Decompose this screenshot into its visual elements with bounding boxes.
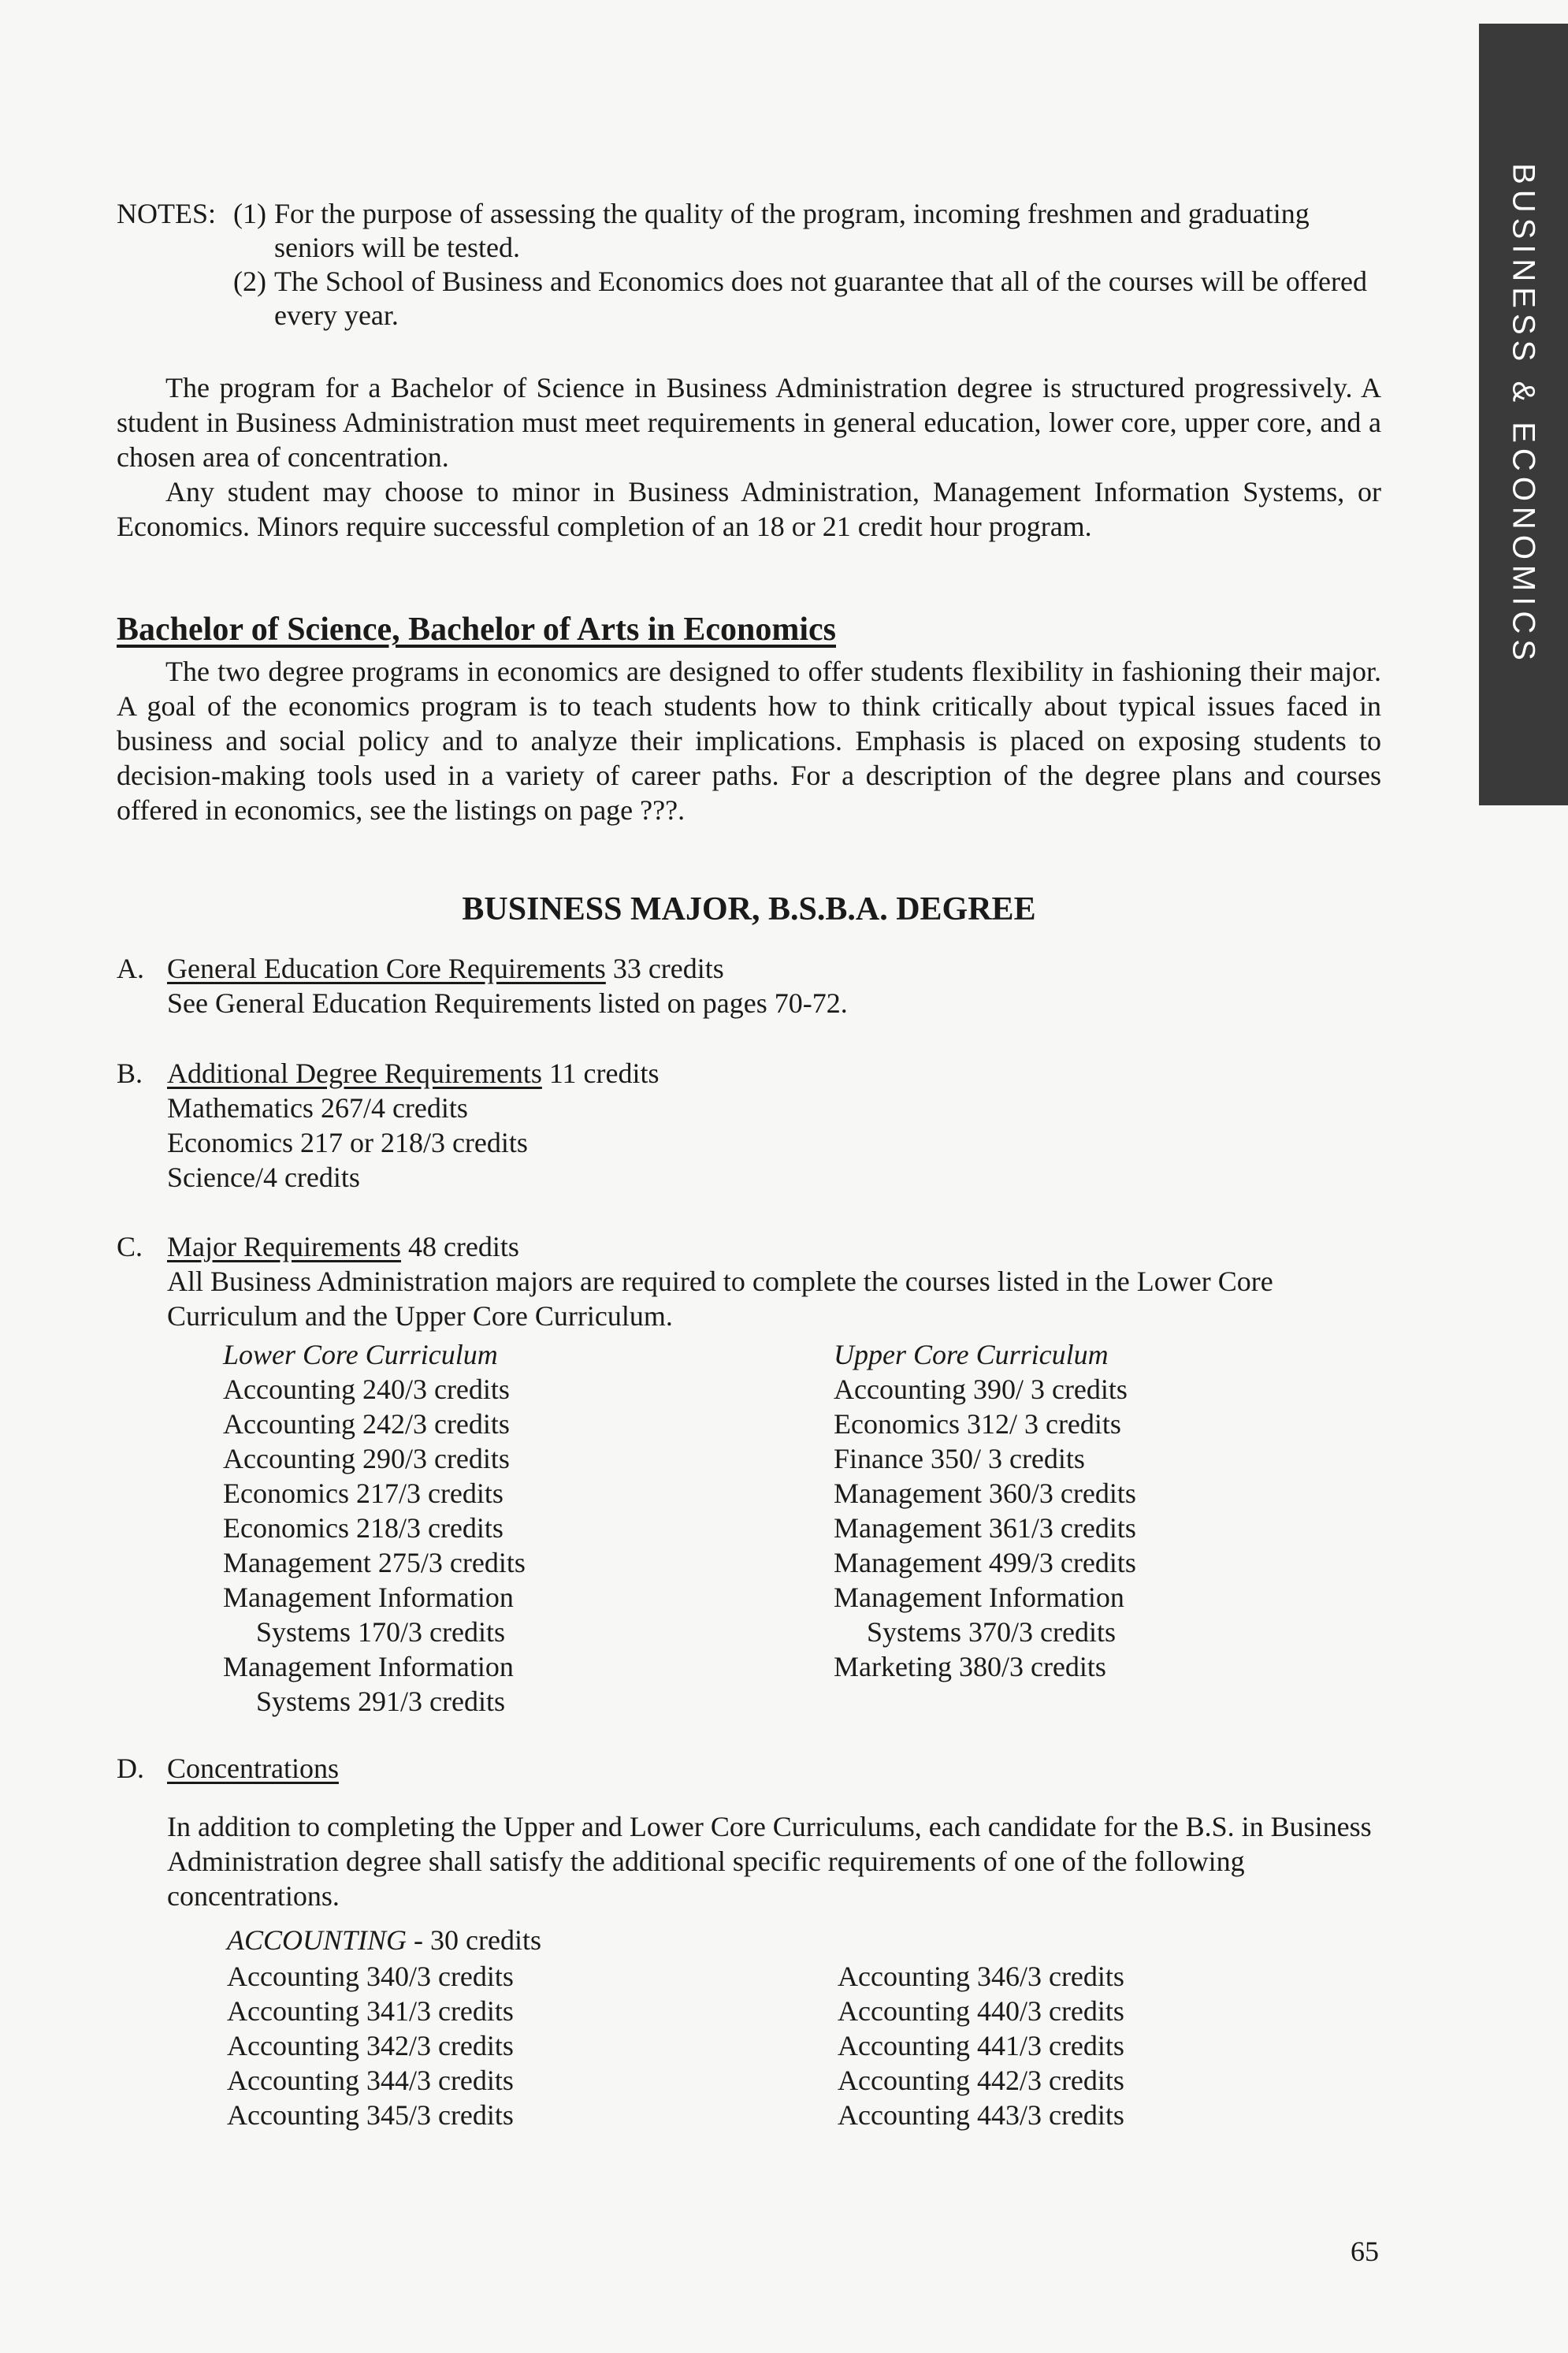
page-title: BUSINESS MAJOR, B.S.B.A. DEGREE [462,891,1036,927]
concentration-credits: - 30 credits [407,1924,541,1956]
list-item: Accounting 344/3 credits [227,2065,514,2096]
section-credits: 33 credits [605,953,724,984]
section-heading: General Education Core Requirements [167,953,606,984]
side-tab-label: BUSINESS & ECONOMICS [1506,163,1541,666]
list-item: Science/4 credits [167,1162,360,1193]
list-item: Economics 218/3 credits [223,1512,503,1544]
list-item: Management 361/3 credits [834,1512,1136,1544]
section-heading: Concentrations [167,1753,339,1784]
economics-heading: Bachelor of Science, Bachelor of Arts in Economics [117,611,837,648]
section-b [117,1056,1393,1195]
note-text: For the purpose of assessing the quality of the program, incoming freshmen and graduating seniors will be tested. [274,198,1310,263]
list-item: Management Information [223,1582,514,1613]
list-item: Systems 291/3 credits [256,1686,505,1717]
list-item: Systems 170/3 credits [256,1616,505,1648]
list-item: Accounting 240/3 credits [223,1374,510,1405]
list-item: Accounting 441/3 credits [838,2030,1124,2061]
list-item: Accounting 341/3 credits [227,1995,514,2027]
accounting-list-left [227,1959,514,2132]
section-letter: D. [117,1753,144,1784]
section-heading: Major Requirements [167,1231,401,1262]
list-item: Marketing 380/3 credits [834,1651,1106,1682]
section-c [117,1229,1393,1333]
section-note: See General Education Requirements listed on pages 70-72. [167,987,848,1019]
intro-paragraph-1: The program for a Bachelor of Science in Business Administration degree is structured progressively. A student in Business Administration must meet requirements in general education, lower core, upper core, and a chosen area of concentration. [117,372,1381,473]
upper-core-title: Upper Core Curriculum [834,1339,1109,1370]
section-letter: A. [117,953,144,984]
section-heading: Additional Degree Requirements [167,1058,542,1089]
list-item: Accounting 442/3 credits [838,2065,1124,2096]
section-letter: C. [117,1231,143,1262]
note-text: The School of Business and Economics does not guarantee that all of the courses will be offered every year. [274,266,1367,331]
list-item: Economics 217/3 credits [223,1478,503,1509]
upper-core-list [834,1337,1136,1684]
note-item [233,265,1393,333]
list-item: Management Information [834,1582,1124,1613]
lower-core-list [223,1337,526,1719]
list-item: Management 499/3 credits [834,1547,1136,1578]
list-item: Systems 370/3 credits [867,1616,1116,1648]
section-credits: 11 credits [541,1058,660,1089]
concentration-title: ACCOUNTING [227,1924,407,1956]
list-item: Management Information [223,1651,514,1682]
list-item: Accounting 440/3 credits [838,1995,1124,2027]
intro-paragraphs [117,370,1381,544]
list-item: Mathematics 267/4 credits [167,1092,468,1124]
list-item: Accounting 390/ 3 credits [834,1374,1128,1405]
section-credits: 48 credits [400,1231,519,1262]
list-item: Accounting 345/3 credits [227,2099,514,2131]
list-item: Finance 350/ 3 credits [834,1443,1085,1474]
intro-paragraph-2: Any student may choose to minor in Business Administration, Management Information Systems, or Economics. Minors require successful completion of an 18 or 21 credit hour program. [117,476,1381,542]
list-item: Management 275/3 credits [223,1547,526,1578]
list-item: Accounting 290/3 credits [223,1443,510,1474]
section-d [117,1751,1393,1786]
list-item: Economics 217 or 218/3 credits [167,1127,528,1158]
list-item: Management 360/3 credits [834,1478,1136,1509]
list-item: Accounting 346/3 credits [838,1961,1124,1992]
lower-core-title: Lower Core Curriculum [223,1339,498,1370]
list-item: Economics 312/ 3 credits [834,1408,1121,1440]
section-a [117,951,1393,1020]
accounting-list-right [838,1959,1124,2132]
list-item: Accounting 242/3 credits [223,1408,510,1440]
notes-label: NOTES: [117,198,216,229]
accounting-heading [227,1923,541,1957]
note-item [233,197,1393,265]
section-letter: B. [117,1058,143,1089]
section-intro: All Business Administration majors are required to complete the courses listed in the Lower Core Curriculum and the Upper Core Curriculum. [167,1266,1273,1332]
note-number: (1) [233,198,266,229]
page-number: 65 [1351,2236,1379,2267]
list-item: Accounting 340/3 credits [227,1961,514,1992]
economics-paragraph: The two degree programs in economics are designed to offer students flexibility in fashioning their major. A goal of the economics program is to teach students how to think critically about typical issues faced in business and social policy and to analyze their implications. Emphasis is placed on exposing students to decision-making tools used in a variety of career paths. For a description of the degree plans and courses offered in economics, see the listings on page ???. [117,656,1381,826]
list-item: Accounting 443/3 credits [838,2099,1124,2131]
list-item: Accounting 342/3 credits [227,2030,514,2061]
note-number: (2) [233,266,266,297]
concentrations-intro: In addition to completing the Upper and Lower Core Curriculums, each candidate for the B.S. in Business Administration degree shall satisfy the additional specific requirements of one of the following concentrations. [167,1811,1372,1912]
